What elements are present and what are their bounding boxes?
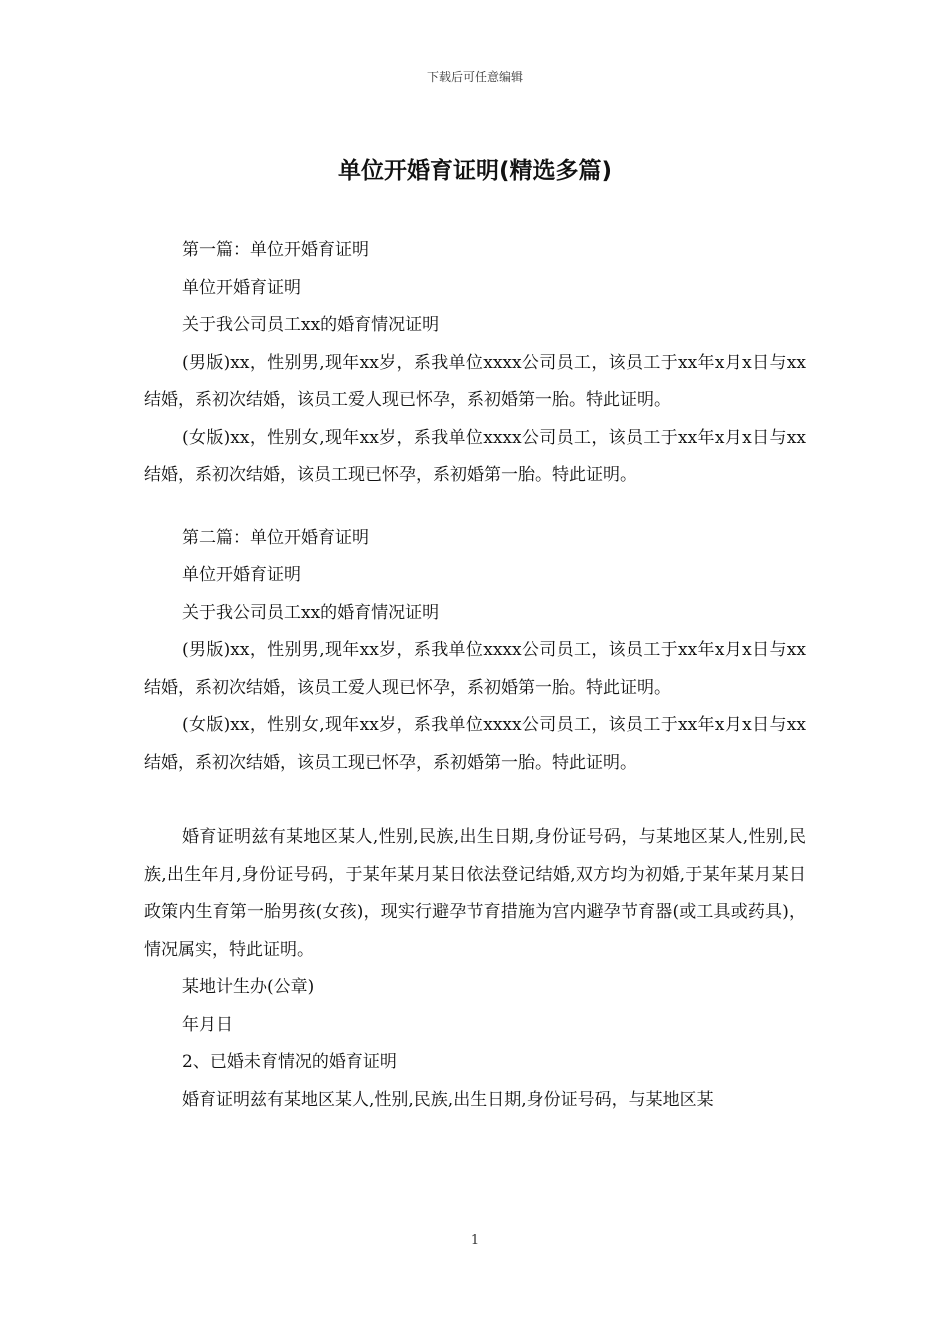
spacer [144,495,806,520]
section1-subtitle: 单位开婚育证明 [182,277,301,298]
section3-office: 某地计生办(公章) [182,977,315,997]
spacer [144,782,806,819]
section3-item-2: 2、已婚未育情况的婚育证明 [182,1052,397,1072]
section3-paragraph-1: 婚育证明兹有某地区某人,性别,民族,出生日期,身份证号码，与某地区某人,性别,民族,出生年月,身份证号码，于某年某月某日依法登记结婚,双方均为初婚,于某年某月某日政策内生育第一胎男孩(女孩)，现实行避孕节育措施为宫内避孕节育器(或工具或药具)，情况属实，特此证明。 [144,827,806,960]
page-title: 单位开婚育证明(精选多篇) [337,158,613,184]
page-number: 1 [470,1233,480,1248]
section2-heading: 第二篇：单位开婚育证明 [182,527,369,548]
section1-heading: 第一篇：单位开婚育证明 [182,240,369,260]
section1-male-paragraph: (男版)xx，性别男,现年xx岁，系我单位xxxx公司员工，该员工于xx年x月x日与xx结婚，系初次结婚，该员工爱人现已怀孕，系初婚第一胎。特此证明。 [144,352,806,410]
section2-male-paragraph: (男版)xx，性别男,现年xx岁，系我单位xxxx公司员工，该员工于xx年x月x日与xx结婚，系初次结婚，该员工爱人现已怀孕，系初婚第一胎。特此证明。 [144,640,806,698]
header-note: 下载后可任意编辑 [426,70,523,84]
section1-about: 关于我公司员工xx的婚育情况证明 [182,315,440,335]
section1-female-paragraph: (女版)xx，性别女,现年xx岁，系我单位xxxx公司员工，该员工于xx年x月x日与xx结婚，系初次结婚，该员工现已怀孕，系初婚第一胎。特此证明。 [144,427,806,485]
section2-about: 关于我公司员工xx的婚育情况证明 [182,602,440,623]
section2-female-paragraph: (女版)xx，性别女,现年xx岁，系我单位xxxx公司员工，该员工于xx年x月x日与xx结婚，系初次结婚，该员工现已怀孕，系初婚第一胎。特此证明。 [144,715,806,773]
section3-paragraph-2: 婚育证明兹有某地区某人,性别,民族,出生日期,身份证号码，与某地区某 [182,1089,714,1110]
section3-date: 年月日 [182,1014,233,1035]
section2-subtitle: 单位开婚育证明 [182,565,301,585]
document-body [144,232,806,1119]
